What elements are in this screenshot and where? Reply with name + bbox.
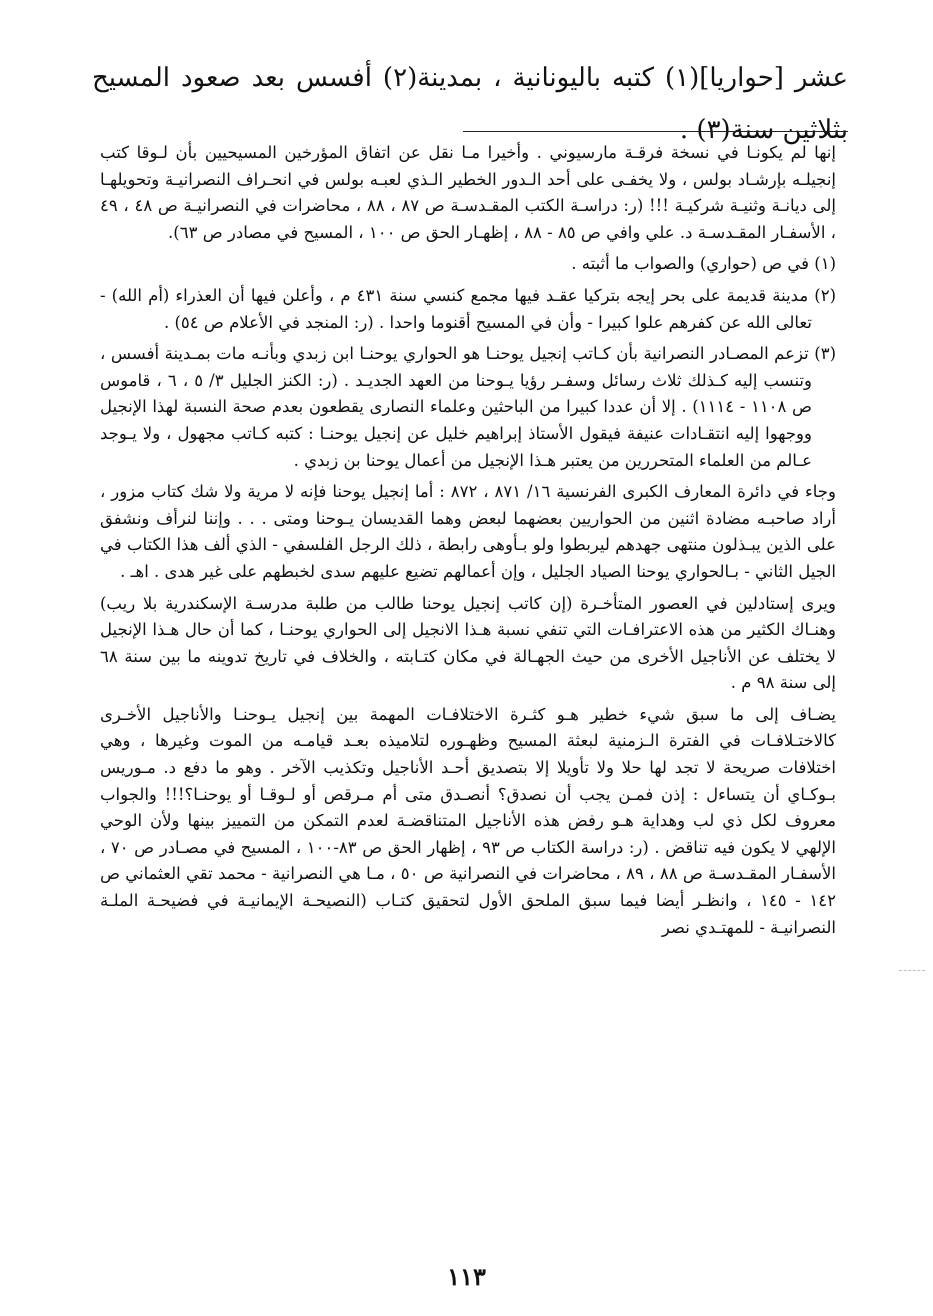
margin-mark xyxy=(899,970,925,971)
footnotes-block xyxy=(100,140,836,946)
footnote-3: (٣) تزعم المصـادر النصرانية بأن كـاتب إنجيل يوحنـا هو الحواري يوحنـا ابن زبدي وبأنـه مات بمـدينة أفسس ، وتنسب إليه كـذلك ثلاث رسائل وسفـر رؤيا يـوحنا من العهد الجديـد . (ر: الكنز الجليل ٣/ ٥ ، ٦ ، قاموس ص ١١٠٨ - ١١١٤) . إلا أن عددا كبيرا من الباحثين وعلماء النصارى يقطعون بعدم صحة النسبة لهذا الإنجيل ووجهوا إليه انتقـادات عنيفة فيقول الأستاذ إبراهيم خليل عن إنجيل يوحنـا : كتبه كـاتب مجهول ، ولا يـوجد عـالم من العلماء المتحررين من يعتبر هـذا الإنجيل من أعمال يوحنا بن زبدي . xyxy=(100,344,836,470)
footnote-1: (١) في ص (حواري) والصواب ما أثبته . xyxy=(571,254,836,274)
footnote-2: (٢) مدينة قديمة على بحر إيجه بتركيا عقـد فيها مجمع كنسي سنة ٤٣١ م ، وأعلن فيها أن العذراء (أم الله) - تعالى الله عن كفرهم علوا كبيرا - وأن في المسيح أقنوما واحدا . (ر: المنجد في الأعلام ص ٥٤) . xyxy=(100,285,836,332)
footnote-separator-line xyxy=(463,131,848,132)
main-paragraph: عشر [حواريا](١) كتبه باليونانية ، بمدينة(٢) أفسس بعد صعود المسيح بثلاثين سنة(٣) . xyxy=(92,63,848,145)
footnote-3-paragraph-stadlin: ويرى إستادلين في العصور المتأخـرة (إن كاتب إنجيل يوحنا طالب من طلبة مدرسـة الإسكندرية بلا ريب) وهنـاك الكثير من هذه الاعترافـات التي تنفي نسبة هـذا الانجيل إلى الحواري يوحنـا ، كما أن حال هـذا الإنجيل لا يختلف عن الأناجيل الأخرى من حيث الجهـالة في مكان كتـابته ، والخلاف في تاريخ تدوينه ما بين سنة ٦٨ إلى سنة ٩٨ م . xyxy=(100,593,836,693)
page-number: ١١٣ xyxy=(447,1262,486,1291)
footnote-3-paragraph-encyclopedia: وجاء في دائرة المعارف الكبرى الفرنسية ١٦/ ٨٧١ ، ٨٧٢ : أما إنجيل يوحنا فإنه لا مرية ولا شك كتاب مزور ، أراد صاحبـه مضادة اثنين من الحواريين بعضهما لبعض وهما القديسان يـوحنا ومتى . . . وإننا لنرأف ونشفق على الذين يبـذلون منتهى جهدهم ليربطوا ولو بـأوهى رابطة ، ذلك الرجل الفلسفي - الذي ألف هذا الكتاب في الجيل الثاني - بـالحواري يوحنا الصياد الجليل ، وإن أعمالهم تضيع عليهم سدى لخبطهم على غير هدى . اهـ . xyxy=(100,482,836,581)
footnote-continuation: إنها لم يكونـا في نسخة فرقـة مارسيوني . وأخيرا مـا نقل عن اتفاق المؤرخين المسيحيين بأن لـوقا كتب إنجيلـه بإرشـاد بولس ، ولا يخفـى على أحد الـدور الخطير الـذي لعبـه بولس في انحـراف النصرانيـة وتحويلهـا إلى ديانـة وثنيـة شركيـة !!! (ر: دراسـة الكتب المقـدسـة ص ٨٧ ، ٨٨ ، محاضرات في النصرانيـة ص ٤٨ ، ٤٩ ، الأسفـار المقـدسـة د. علي وافي ص ٨٥ - ٨٨ ، إظهـار الحق ص ١٠٠ ، المسيح في مصادر ص ٦٣). xyxy=(100,143,836,242)
footnote-3-paragraph-contradictions: يضـاف إلى ما سبق شيء خطير هـو كثـرة الاختلافـات المهمة بين إنجيل يـوحنـا والأناجيل الأخـرى كالاختـلافـات في الفترة الـزمنية لبعثة المسيح وظهـوره لتلاميذه بعـد قيامـه من الموت وغيرها ، وهي اختلافات صريحة لا تجد لها حلا ولا تأويلا إلا بتصديق أحـد الأناجيل وتكذيب الآخر . وهو ما دفع د. مـوريس بـوكـاي أن يتساءل : إذن فمـن يجب أن نصدق؟ أنصـدق متى أم مـرقص أو لـوقـا أو يوحنـا؟!!! والجواب معروف لكل ذي لب وهداية هـو رفض هذه الأناجيل المتناقضـة لعدم التمكن من التمييز بينها ولأن الوحي الإلهي لا يكون فيه تناقض . (ر: دراسة الكتاب ص ٩٣ ، إظهار الحق ص ٨٣-١٠٠ ، المسيح في مصـادر ص ٧٠ ، الأسفـار المقـدسـة ص ٨٨ ، ٨٩ ، محاضرات في النصرانية ص ٥٠ ، مـا هي النصرانية - محمد تقي العثماني ص ١٤٢ - ١٤٥ ، وانظـر أيضا فيما سبق الملحق الأول لتحقيق كتـاب (النصيحـة الإيمانيـة في فضيحـة الملـة النصرانيـة - للمهتـدي نصر xyxy=(100,704,836,937)
